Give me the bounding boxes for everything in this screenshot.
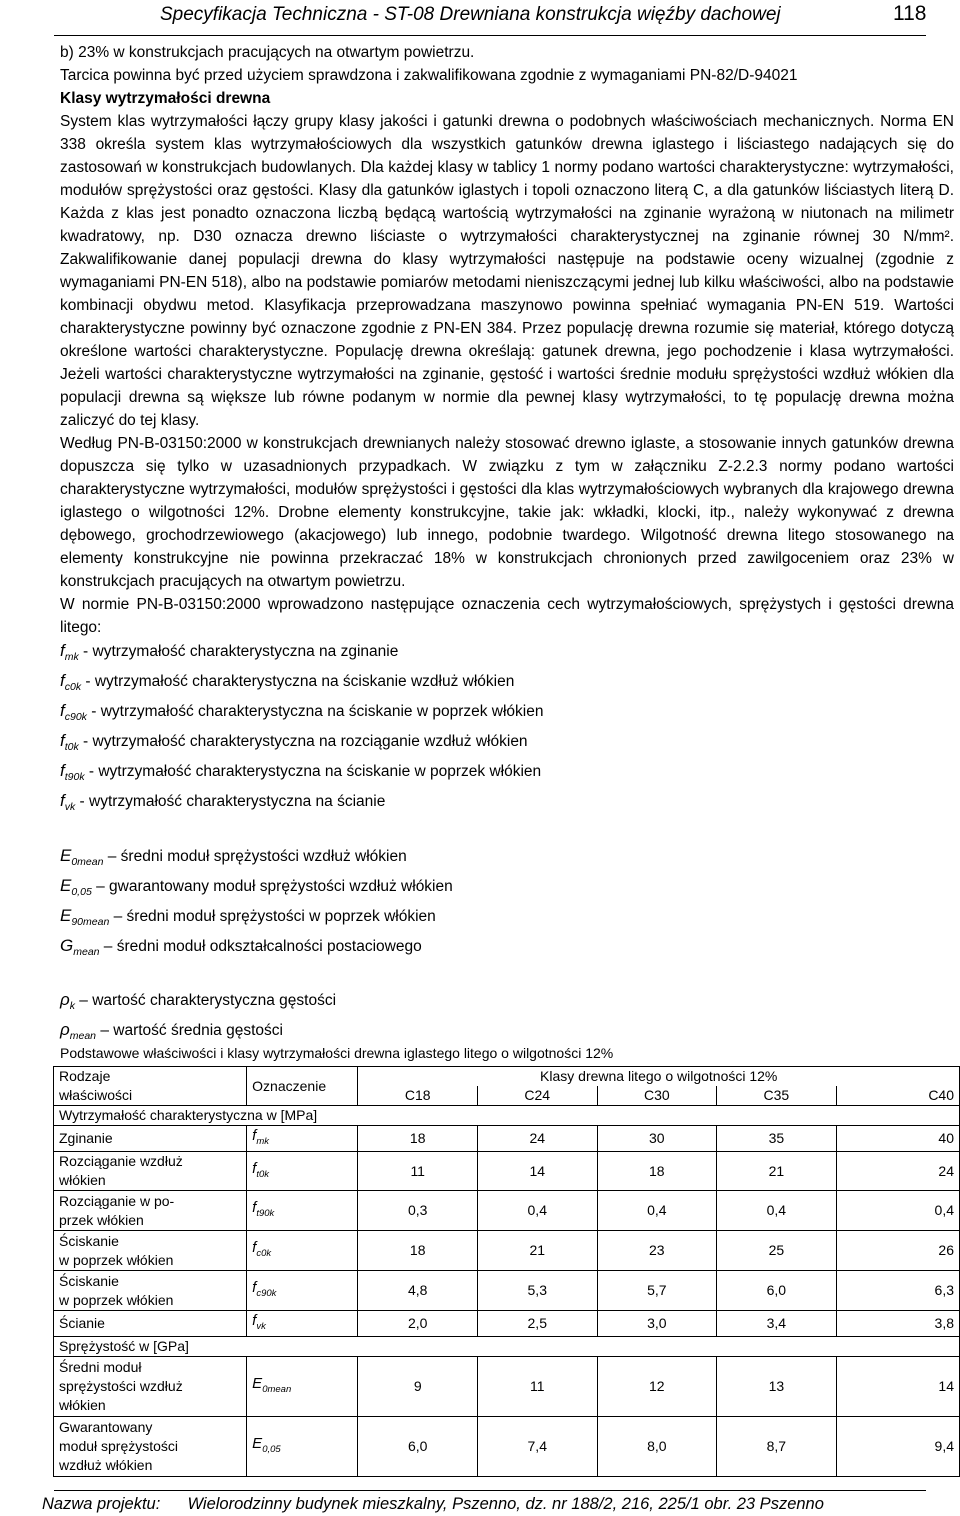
table-cell: 3,8 — [836, 1311, 959, 1337]
row-label: Ścianie — [54, 1311, 247, 1337]
table-row — [54, 1357, 960, 1417]
paragraph-tarcica: Tarcica powinna być przed użyciem sprawdzona i zakwalifikowana zgodnie z wymaganiami PN-82/D-94021 — [60, 67, 798, 84]
row-symbol-subscript: 0,05 — [262, 1444, 281, 1455]
page-header — [0, 2, 960, 42]
footer-project-name: Wielorodzinny budynek mieszkalny, Pszenno, dz. nr 188/2, 216, 225/1 obr. 23 Pszenno — [187, 1495, 824, 1513]
symbol-subscript: t0k — [64, 741, 79, 754]
symbol — [60, 905, 110, 928]
symbol-description: – wartość charakterystyczna gęstości — [75, 991, 337, 1009]
table-cell: 0,4 — [477, 1191, 597, 1231]
table-cell: 7,4 — [477, 1417, 597, 1477]
row-symbol — [247, 1191, 358, 1231]
symbol — [60, 845, 104, 868]
table-cell: 5,3 — [477, 1271, 597, 1311]
table-cell: 2,5 — [477, 1311, 597, 1337]
paragraph-b: b) 23% w konstrukcjach pracujących na otwartym powietrzu. — [60, 44, 475, 61]
strength-symbol-item — [60, 759, 954, 789]
paragraph-intro: W normie PN-B-03150:2000 wprowadzono następujące oznaczenia cech wytrzymałościowych, sprężystych i gęstości drewna litego: — [60, 596, 954, 636]
row-symbol-base: E — [252, 1435, 263, 1452]
table-cell: 14 — [477, 1152, 597, 1191]
row-label: Rozciąganie wzdłuż włókien — [54, 1152, 247, 1191]
row-label: Gwarantowany moduł sprężystości wzdłuż włókien — [54, 1417, 247, 1477]
table-cell: 8,0 — [597, 1417, 717, 1477]
table-row — [54, 1126, 960, 1152]
symbol — [60, 989, 75, 1013]
density-symbol-item — [60, 988, 954, 1018]
class-header: C40 — [836, 1086, 959, 1106]
row-symbol-base: f — [252, 1127, 257, 1144]
row-symbol — [247, 1126, 358, 1152]
symbol — [60, 701, 87, 724]
table-cell: 9,4 — [836, 1417, 959, 1477]
table-cell: 0,4 — [836, 1191, 959, 1231]
class-header: C35 — [717, 1086, 837, 1106]
symbol-description: – wartość średnia gęstości — [96, 1022, 283, 1040]
density-symbol-item — [60, 1018, 954, 1048]
symbol-subscript: k — [69, 1000, 75, 1013]
table-cell: 6,3 — [836, 1271, 959, 1311]
row-symbol — [247, 1152, 358, 1191]
symbol-description: - wytrzymałość charakterystyczna na rozciąganie wzdłuż włókien — [78, 733, 528, 751]
footer-text — [42, 1495, 824, 1514]
table-cell: 0,4 — [597, 1191, 717, 1231]
symbol — [60, 875, 92, 898]
row-label: Rozciąganie w po- przek włókien — [54, 1191, 247, 1231]
section-heading: Klasy wytrzymałości drewna — [60, 90, 271, 107]
header-title: Specyfikacja Techniczna - ST-08 Drewniana konstrukcja więźby dachowej — [160, 4, 781, 25]
table-cell: 18 — [358, 1231, 478, 1271]
symbol-list-strength — [60, 639, 954, 820]
symbol-description: - wytrzymałość charakterystyczna na zginanie — [78, 643, 399, 660]
row-symbol — [247, 1311, 358, 1337]
row-symbol — [247, 1271, 358, 1311]
table-cell: 14 — [836, 1357, 959, 1417]
table-section-row — [54, 1106, 960, 1126]
row-symbol-base: f — [252, 1279, 257, 1296]
table-header-row — [54, 1067, 960, 1087]
table-cell: 12 — [597, 1357, 717, 1417]
symbol-list-density — [60, 988, 954, 1048]
table-cell: 18 — [597, 1152, 717, 1191]
row-symbol-subscript: t90k — [256, 1208, 275, 1219]
symbol-base: f — [60, 671, 65, 691]
properties-table — [53, 1066, 960, 1477]
table-row — [54, 1271, 960, 1311]
table-cell: 9 — [358, 1357, 478, 1417]
row-symbol-subscript: c90k — [256, 1288, 277, 1299]
symbol-subscript: t90k — [64, 771, 85, 784]
stiffness-symbol-item — [60, 844, 954, 874]
stiffness-symbol-item — [60, 934, 954, 964]
table-row — [54, 1191, 960, 1231]
symbol-description: – średni moduł odkształcalności postaciowego — [99, 937, 422, 955]
table-section-row — [54, 1337, 960, 1357]
row-symbol — [247, 1417, 358, 1477]
strength-symbol-item — [60, 699, 954, 729]
section-label: Wytrzymałość charakterystyczna w [MPa] — [54, 1106, 960, 1126]
symbol — [60, 671, 82, 694]
document-body — [60, 41, 954, 1048]
symbol-subscript: vk — [64, 801, 76, 814]
row-symbol-base: f — [252, 1199, 257, 1216]
paragraph-main: System klas wytrzymałości łączy grupy klasy jakości i gatunki drewna o podobnych właściwościach mechanicznych. Norma EN 338 określa system klas wytrzymałościowych dla wszystkich gatunków drewna iglastego i liściastego nadających się do zastosowań w konstrukcjach budowlanych. Dla każdej klasy w tablicy 1 normy podano wartości charakterystyczne: wytrzymałości, modułów sprężystości oraz gęstości. Klasy dla gatunków iglastych i topoli oznaczono literą C, a dla gatunków liściastych literą D. Każda z klas jest ponadto oznaczona liczbą będącą wartością wytrzymałości na zginanie wyrażoną w niutonach na milimetr kwadratowy, np. D30 oznacza drewno liściaste o wytrzymałości charakterystycznej na zginanie równej 30 N/mm². Zakwalifikowanie danej populacji drewna do klasy wytrzymałości następuje na podstawie oceny wizualnej (zgodnie z wymaganiami PN-EN 518), albo na podstawie pomiarów metodami nieniszczącymi jednej lub kilku właściwości, albo na podstawie kombinacji obydwu metod. Klasyfikacja przeprowadzana maszynowo powinna spełniać wymagania PN-EN 519. Wartości charakterystyczne powinny być oznaczone zgodnie z PN-EN 384. Przez populację drewna rozumie się materiał, którego dotyczą określone wartości charakterystyczne. Populację drewna określają: gatunek drewna, jego pochodzenie i klasa wytrzymałości. Jeżeli wartości charakterystyczne wytrzymałości na zginanie, gęstość i wartości średnie modułu sprężystości wzdłuż włókien dla populacji drewna są większe lub równe podanym w normie dla pewnej klasy wytrzymałości, to tę populację drewna można zaliczyć do tej klasy. — [60, 113, 954, 429]
row-label: Średni moduł sprężystości wzdłuż włókien — [54, 1357, 247, 1417]
row-symbol-subscript: c0k — [256, 1248, 272, 1259]
row-symbol-subscript: t0k — [256, 1168, 270, 1180]
strength-symbol-item — [60, 729, 954, 759]
symbol-description: - wytrzymałość charakterystyczna na ściskanie w poprzek włókien — [86, 703, 544, 721]
symbol-subscript: c90k — [64, 711, 87, 724]
symbol-base: E — [60, 845, 72, 865]
symbol-base: f — [60, 641, 65, 660]
table-cell: 25 — [717, 1231, 837, 1271]
symbol-subscript: mk — [64, 651, 79, 664]
symbol — [60, 1020, 97, 1043]
paragraph-pnb: Według PN-B-03150:2000 w konstrukcjach drewnianych należy stosować drewno iglaste, a stosowanie innych gatunków drewna dopuszcza się tylko w uzasadnionych przypadkach. W związku z tym w załączniku Z-2.2.3 normy podano wartości charakterystyczne wytrzymałości, modułów sprężystości i gęstości dla klas wytrzymałościowych wybranych dla krajowego drewna iglastego o wilgotności 12%. Drobne elementy konstrukcyjne, takie jak: wkładki, klocki, itp., należy wykonywać z drewna dębowego, grochodrzewiowego (akacjowego) lub innego, podobnie twardego. Wilgotność drewna litego stosowanego na elementy konstrukcyjne nie powinna przekraczać 18% w konstrukcjach chronionych przed zawilgoceniem oraz 23% w konstrukcjach pracujących na otwartym powietrzu. — [60, 435, 954, 590]
table-cell: 18 — [358, 1126, 478, 1152]
table-cell: 2,0 — [358, 1311, 478, 1337]
row-symbol-base: f — [252, 1239, 257, 1256]
row-label: Zginanie — [54, 1126, 247, 1152]
table-cell: 23 — [597, 1231, 717, 1271]
symbol-base: f — [60, 761, 65, 781]
row-symbol-base: E — [252, 1375, 263, 1392]
table-cell: 13 — [717, 1357, 837, 1417]
symbol-description: – gwarantowany moduł sprężystości wzdłuż włókien — [91, 877, 453, 895]
table-cell: 21 — [717, 1152, 837, 1191]
stiffness-symbol-item — [60, 904, 954, 934]
symbol-subscript: 90mean — [71, 915, 110, 928]
symbol-description: - wytrzymałość charakterystyczna na ściskanie w poprzek włókien — [84, 763, 542, 781]
table-row — [54, 1311, 960, 1337]
symbol-base: ρ — [60, 1020, 70, 1040]
symbol-subscript: mean — [73, 945, 100, 958]
table-caption: Podstawowe właściwości i klasy wytrzymałości drewna iglastego litego o wilgotności 12% — [60, 1045, 614, 1061]
symbol-base: f — [60, 731, 65, 751]
header-classes: Klasy drewna litego o wilgotności 12% — [358, 1067, 960, 1087]
table-cell: 35 — [717, 1126, 837, 1152]
row-symbol-subscript: mk — [256, 1136, 270, 1147]
table-cell: 21 — [477, 1231, 597, 1271]
symbol — [60, 731, 79, 754]
table-cell: 11 — [477, 1357, 597, 1417]
symbol — [60, 791, 76, 814]
row-symbol-subscript: 0mean — [262, 1384, 292, 1395]
class-header: C24 — [477, 1086, 597, 1106]
symbol-base: E — [60, 875, 72, 895]
stiffness-symbol-item — [60, 874, 954, 904]
symbol-subscript: mean — [69, 1030, 97, 1043]
table-cell: 8,7 — [717, 1417, 837, 1477]
symbol-subscript: 0mean — [71, 855, 104, 868]
footer-divider — [54, 1490, 926, 1491]
class-header: C18 — [358, 1086, 478, 1106]
header-divider — [54, 35, 926, 36]
symbol — [60, 761, 85, 784]
table-row — [54, 1231, 960, 1271]
table-row — [54, 1417, 960, 1477]
table-cell: 4,8 — [358, 1271, 478, 1311]
section-label: Sprężystość w [GPa] — [54, 1337, 960, 1357]
table-cell: 6,0 — [717, 1271, 837, 1311]
table-cell: 3,0 — [597, 1311, 717, 1337]
table-row — [54, 1152, 960, 1191]
page-number: 118 — [893, 2, 927, 25]
header-property: Rodzaje właściwości — [54, 1067, 247, 1106]
row-symbol — [247, 1357, 358, 1417]
table-cell: 6,0 — [358, 1417, 478, 1477]
row-symbol-subscript: vk — [256, 1321, 266, 1332]
row-symbol-base: f — [252, 1312, 257, 1329]
symbol-base: E — [60, 905, 72, 925]
class-header: C30 — [597, 1086, 717, 1106]
strength-symbol-item — [60, 669, 954, 699]
symbol-description: – średni moduł sprężystości wzdłuż włókien — [103, 847, 407, 865]
symbol-base: ρ — [60, 989, 70, 1009]
symbol-subscript: c0k — [64, 681, 82, 694]
symbol-base: f — [60, 791, 65, 811]
table-cell: 0,4 — [717, 1191, 837, 1231]
row-label: Ściskanie w poprzek włókien — [54, 1271, 247, 1311]
symbol-list-stiffness — [60, 844, 954, 964]
strength-symbol-item — [60, 639, 954, 669]
table-cell: 24 — [477, 1126, 597, 1152]
table-cell: 24 — [836, 1152, 959, 1191]
table-cell: 5,7 — [597, 1271, 717, 1311]
symbol-subscript: 0,05 — [71, 885, 92, 898]
table-cell: 0,3 — [358, 1191, 478, 1231]
strength-symbol-item — [60, 789, 954, 819]
table-cell: 30 — [597, 1126, 717, 1152]
symbol-description: – średni moduł sprężystości w poprzek włókien — [109, 907, 436, 925]
table-cell: 3,4 — [717, 1311, 837, 1337]
table-cell: 40 — [836, 1126, 959, 1152]
table-cell: 11 — [358, 1152, 478, 1191]
header-symbol: Oznaczenie — [247, 1067, 358, 1106]
symbol — [60, 935, 100, 958]
table-cell: 26 — [836, 1231, 959, 1271]
symbol-description: - wytrzymałość charakterystyczna na ścianie — [75, 793, 386, 811]
row-label: Ściskanie w poprzek włókien — [54, 1231, 247, 1271]
row-symbol — [247, 1231, 358, 1271]
footer-label: Nazwa projektu: — [42, 1495, 161, 1513]
row-symbol-base: f — [252, 1159, 257, 1177]
symbol-base: G — [60, 935, 74, 955]
symbol-base: f — [60, 701, 65, 721]
symbol-description: - wytrzymałość charakterystyczna na ściskanie wzdłuż włókien — [81, 673, 515, 691]
symbol — [60, 641, 79, 664]
